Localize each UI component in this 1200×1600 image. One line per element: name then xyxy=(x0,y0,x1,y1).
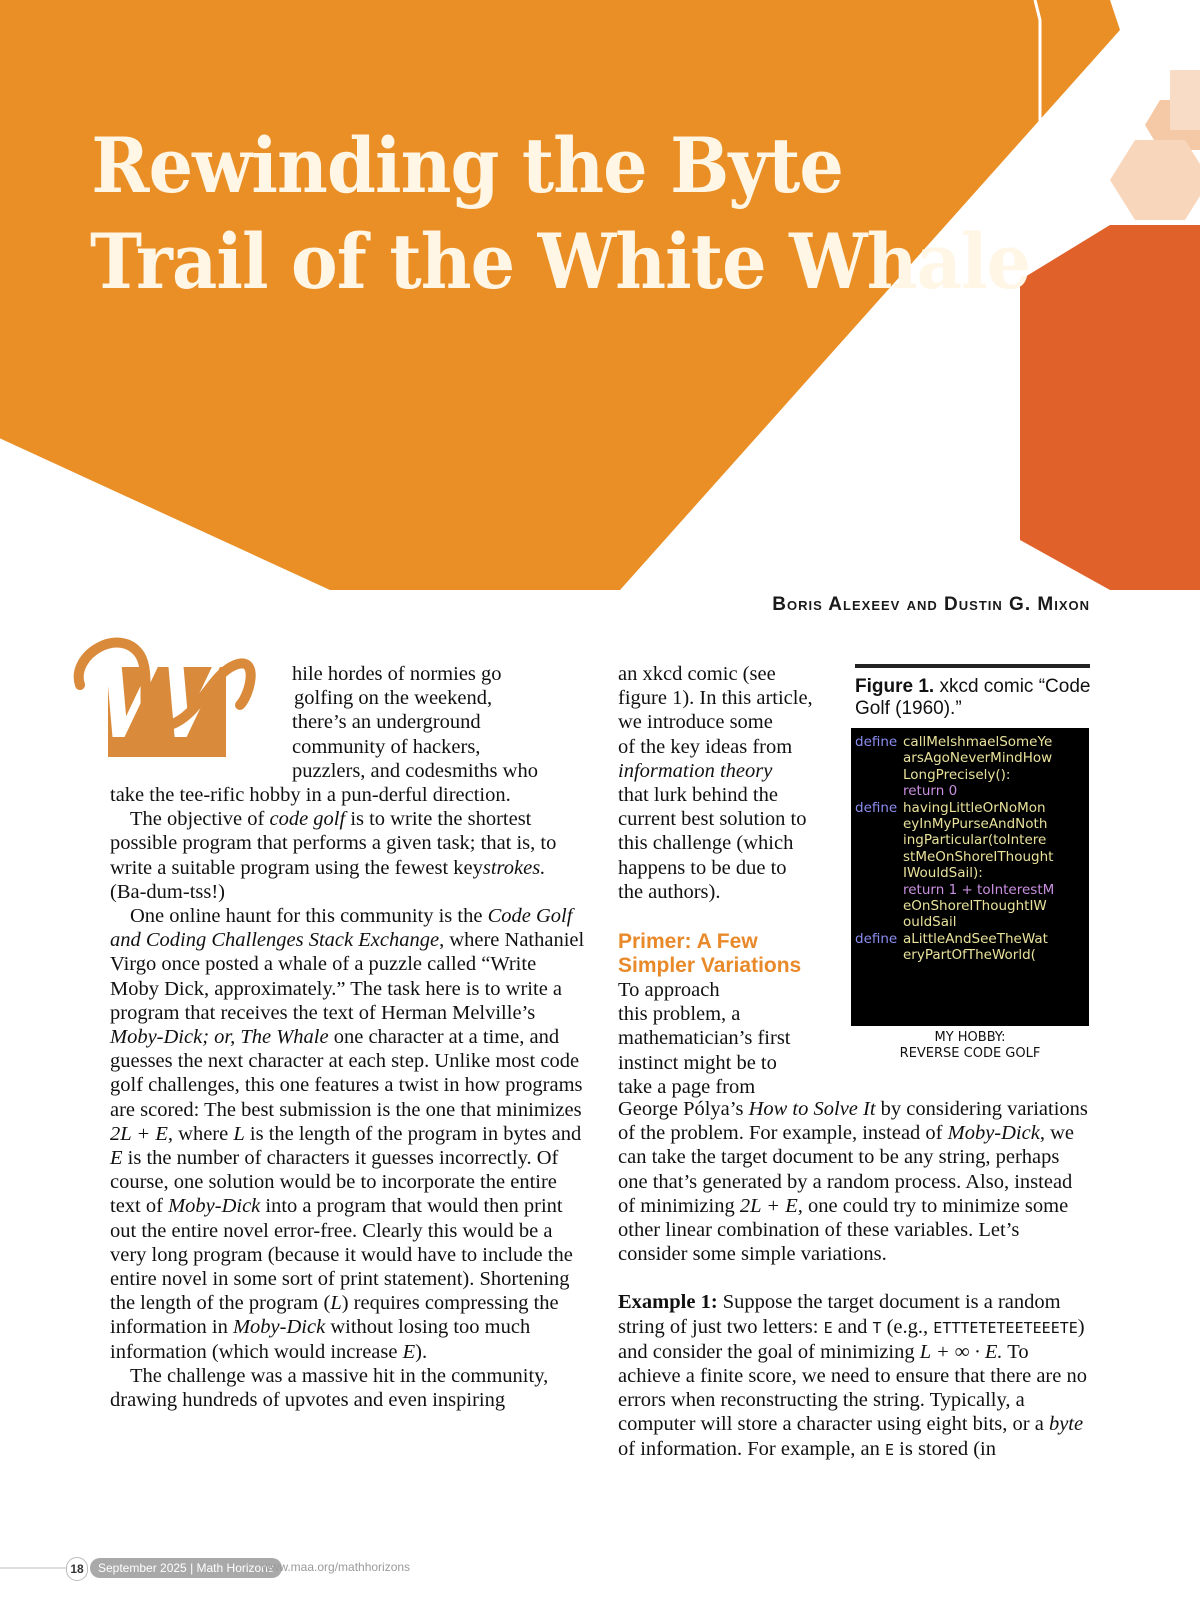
comic-code-line: return 1 + toInterestM xyxy=(903,881,1055,898)
intro-line: golfing on the weekend, xyxy=(294,687,493,710)
example-paragraph: Example 1: Suppose the target document is a random string of just two letters: E and T (e.g., ETTTETETEETEEETE) and consider the goal of minimizing L + ∞ · E. To achieve a finite score, we need to ensure that there are no errors when reconstructing the string. Typically, a computer will store a character using eight bits, or a byte of information. For example, an E is stored (in xyxy=(618,1291,1087,1460)
author-byline: Boris Alexeev and Dustin G. Mixon xyxy=(772,594,1090,615)
intro-narrow-lines xyxy=(292,662,602,783)
peach-hexagon-medium xyxy=(1110,140,1200,220)
comic-code-line: ingParticular(toIntere xyxy=(903,832,1047,849)
comic-code-line: return 0 xyxy=(903,783,958,800)
article-title xyxy=(90,118,1031,310)
paragraph: The challenge was a massive hit in the community, drawing hundreds of upvotes and even inspiring xyxy=(110,1364,549,1412)
comic-code-line: arsAgoNeverMindHow xyxy=(903,750,1053,767)
intro-line: community of hackers, xyxy=(292,735,481,758)
comic-code-line: LongPrecisely(): xyxy=(903,766,1011,783)
comic-code-line: define aLittleAndSeeTheWat xyxy=(855,930,1048,947)
dark-orange-hexagon xyxy=(1020,225,1200,590)
intro-line: puzzlers, and codesmiths who xyxy=(292,759,538,782)
dropcap-w xyxy=(60,625,260,765)
comic-code-line: ouldSail xyxy=(903,914,957,931)
peach-hexagon-top xyxy=(1170,70,1200,130)
xkcd-comic-panel xyxy=(851,728,1089,1026)
dropcap-letter: W xyxy=(82,625,238,765)
figure-caption: Figure 1. xkcd comic “Code Golf (1960).” xyxy=(855,676,1091,719)
comic-code-line: stMeOnShoreIThought xyxy=(903,848,1054,865)
right-column-wide xyxy=(618,1097,1090,1462)
left-column-body xyxy=(110,783,585,1412)
title-line-1: Rewinding the Byte xyxy=(91,121,844,210)
comic-code-line: define callMeIshmaelSomeYe xyxy=(855,734,1053,750)
paragraph: take the tee-rific hobby in a pun-derful direction. xyxy=(110,784,511,806)
comic-code-line: eOnShoreIThoughtIW xyxy=(903,898,1047,915)
issue-label: September 2025 | Math Horizons xyxy=(90,1558,282,1578)
section-subheading: Primer: A Few Simpler Variations xyxy=(618,930,802,978)
comic-code-line: eyInMyPurseAndNoth xyxy=(903,816,1048,833)
intro-line: hile hordes of normies go xyxy=(292,663,502,685)
website-url: www.maa.org/mathhorizons xyxy=(262,1560,411,1574)
comic-code-line: define havingLittleOrNoMon xyxy=(855,799,1046,816)
paragraph: One online haunt for this community is the Code Golf and Coding Challenges Stack Exchange, where Nathaniel Virgo once posted a whale of a puzzle called “Write Moby Dick, approximately.” The task here is to write a program that receives the text of Herman Melville’s Moby-Dick; or, The Whale one character at a time, and guesses the next character at each step. Unlike most code golf challenges, this one features a twist in how programs are scored: The best submission is the one that minimizes 2L + E, where L is the length of the program in bytes and E is the number of characters it guesses incorrectly. Of course, one solution would be to incorporate the entire text of Moby-Dick into a program that would then print out the entire novel error-free. Clearly this would be a very long program (because it would have to include the entire novel in some sort of print statement). Shortening the length of the program (L) requires compressing the information in Moby-Dick without losing too much information (which would increase E). xyxy=(110,905,585,1363)
comic-code-line: IWouldSail): xyxy=(903,865,983,882)
page-number: 18 xyxy=(66,1557,88,1581)
right-column-narrow: an xkcd comic (see figure 1). In this article, we introduce some of the key ideas from information theory that lurk behind the current best solution to this challenge (which happens to be due to the authors). Primer: A Few Simpler Variations To approach this problem, a mathematician’s first instinct might be to take a page from xyxy=(618,662,838,1099)
figure-rule xyxy=(855,664,1090,668)
comic-code-line: eryPartOfTheWorld( xyxy=(903,947,1036,964)
comic-caption: MY HOBBY: REVERSE CODE GOLF xyxy=(899,1030,1041,1061)
paragraph: George Pólya’s How to Solve It by considering variations of the problem. For example, instead of Moby-Dick, we can take the target document to be any string, perhaps one that’s generated by a random process. Also, instead of minimizing 2L + E, one could try to minimize some other linear combination of these variables. Let’s consider some simple variations. xyxy=(618,1098,1088,1266)
intro-line: there’s an underground xyxy=(292,711,481,734)
paragraph: The objective of code golf is to write the shortest possible program that performs a given task; that is, to write a suitable program using the fewest keystrokes. (Ba-dum-tss!) xyxy=(110,808,557,903)
title-line-2: Trail of the White Whale xyxy=(90,217,1031,306)
